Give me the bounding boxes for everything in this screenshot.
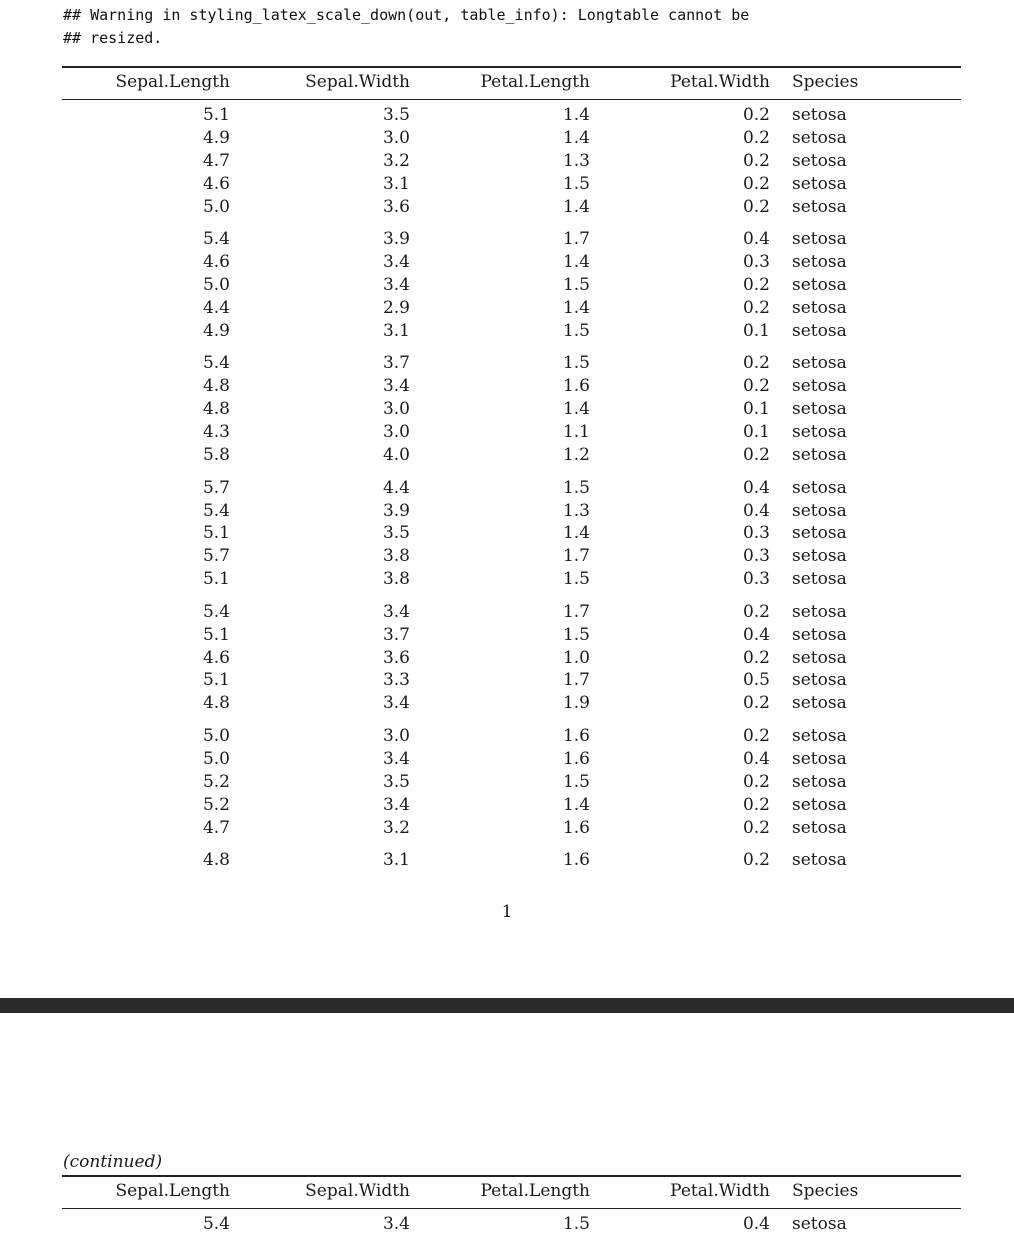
table-row — [0, 375, 1014, 398]
cell-species: setosa — [792, 523, 847, 543]
cell-sepal-length: 4.9 — [202, 128, 230, 148]
cell-species: setosa — [792, 478, 847, 498]
table-row — [0, 251, 1014, 274]
table-row — [0, 274, 1014, 297]
table-row — [0, 352, 1014, 375]
cell-sepal-width: 3.4 — [382, 1214, 410, 1234]
cell-petal-length: 1.4 — [562, 795, 590, 815]
cell-sepal-length: 5.4 — [202, 229, 230, 249]
warning-message — [63, 4, 749, 50]
cell-petal-width: 0.2 — [742, 151, 770, 171]
cell-sepal-width: 4.4 — [382, 478, 410, 498]
cell-sepal-width: 3.1 — [382, 174, 410, 194]
cell-sepal-length: 5.4 — [202, 602, 230, 622]
cell-petal-width: 0.4 — [742, 1214, 770, 1234]
cell-species: setosa — [792, 648, 847, 668]
continued-table-header-rule — [62, 1208, 961, 1209]
cell-species: setosa — [792, 726, 847, 746]
table-row — [0, 692, 1014, 715]
table-row — [0, 477, 1014, 500]
cell-sepal-length: 5.7 — [202, 546, 230, 566]
cell-petal-width: 0.3 — [742, 523, 770, 543]
cell-petal-width: 0.2 — [742, 772, 770, 792]
cell-sepal-width: 3.7 — [382, 353, 410, 373]
cell-petal-length: 1.6 — [562, 749, 590, 769]
cell-petal-length: 1.5 — [562, 478, 590, 498]
cell-sepal-length: 4.8 — [202, 376, 230, 396]
cell-sepal-width: 3.0 — [382, 422, 410, 442]
cell-petal-width: 0.2 — [742, 693, 770, 713]
cell-sepal-length: 4.8 — [202, 693, 230, 713]
table-header-row — [0, 71, 1014, 94]
header-petal-width: Petal.Width — [670, 72, 770, 92]
warning-line: ## resized. — [63, 29, 163, 47]
cell-petal-length: 1.9 — [562, 693, 590, 713]
cell-sepal-width: 3.7 — [382, 625, 410, 645]
cell-sepal-length: 4.3 — [202, 422, 230, 442]
cell-species: setosa — [792, 422, 847, 442]
cell-species: setosa — [792, 818, 847, 838]
cell-sepal-length: 5.1 — [202, 625, 230, 645]
header-sepal-width: Sepal.Width — [305, 1181, 410, 1201]
cell-petal-width: 0.2 — [742, 128, 770, 148]
cell-sepal-length: 4.7 — [202, 151, 230, 171]
cell-sepal-length: 5.4 — [202, 353, 230, 373]
cell-petal-width: 0.4 — [742, 749, 770, 769]
cell-species: setosa — [792, 670, 847, 690]
cell-petal-length: 1.7 — [562, 229, 590, 249]
header-sepal-length: Sepal.Length — [115, 1181, 230, 1201]
cell-sepal-width: 3.6 — [382, 648, 410, 668]
cell-species: setosa — [792, 1214, 847, 1234]
cell-petal-length: 1.5 — [562, 275, 590, 295]
cell-petal-width: 0.3 — [742, 569, 770, 589]
cell-petal-length: 1.7 — [562, 546, 590, 566]
cell-species: setosa — [792, 197, 847, 217]
cell-petal-length: 1.5 — [562, 321, 590, 341]
cell-petal-width: 0.4 — [742, 625, 770, 645]
cell-petal-length: 1.3 — [562, 501, 590, 521]
cell-sepal-width: 3.4 — [382, 275, 410, 295]
cell-species: setosa — [792, 749, 847, 769]
cell-sepal-length: 5.4 — [202, 1214, 230, 1234]
table-row — [0, 794, 1014, 817]
cell-sepal-width: 3.9 — [382, 501, 410, 521]
cell-sepal-length: 5.0 — [202, 726, 230, 746]
cell-petal-width: 0.2 — [742, 174, 770, 194]
cell-species: setosa — [792, 376, 847, 396]
cell-species: setosa — [792, 602, 847, 622]
cell-petal-width: 0.2 — [742, 105, 770, 125]
cell-sepal-length: 5.1 — [202, 523, 230, 543]
cell-species: setosa — [792, 252, 847, 272]
cell-sepal-length: 4.8 — [202, 850, 230, 870]
cell-petal-width: 0.2 — [742, 648, 770, 668]
header-petal-length: Petal.Length — [480, 1181, 590, 1201]
table-row — [0, 817, 1014, 840]
table-row — [0, 601, 1014, 624]
page-number: 1 — [501, 902, 513, 922]
cell-petal-width: 0.1 — [742, 399, 770, 419]
cell-species: setosa — [792, 546, 847, 566]
continued-table-header-row — [0, 1180, 1014, 1203]
cell-sepal-width: 3.0 — [382, 128, 410, 148]
header-species: Species — [792, 1181, 859, 1201]
cell-petal-length: 1.4 — [562, 197, 590, 217]
cell-species: setosa — [792, 128, 847, 148]
cell-sepal-length: 5.8 — [202, 445, 230, 465]
table-row — [0, 771, 1014, 794]
warning-line: ## Warning in styling_latex_scale_down(out, table_info): Longtable cannot be — [63, 6, 750, 24]
cell-petal-width: 0.2 — [742, 445, 770, 465]
cell-petal-width: 0.2 — [742, 795, 770, 815]
cell-species: setosa — [792, 501, 847, 521]
cell-species: setosa — [792, 151, 847, 171]
cell-species: setosa — [792, 105, 847, 125]
cell-sepal-length: 4.6 — [202, 252, 230, 272]
cell-petal-length: 1.7 — [562, 602, 590, 622]
cell-sepal-width: 3.5 — [382, 523, 410, 543]
table-top-rule — [62, 66, 961, 68]
table-row — [0, 228, 1014, 251]
cell-species: setosa — [792, 625, 847, 645]
cell-sepal-width: 4.0 — [382, 445, 410, 465]
cell-sepal-width: 3.8 — [382, 546, 410, 566]
cell-sepal-width: 3.4 — [382, 376, 410, 396]
cell-sepal-width: 3.8 — [382, 569, 410, 589]
cell-petal-width: 0.1 — [742, 321, 770, 341]
cell-petal-length: 1.4 — [562, 128, 590, 148]
cell-petal-length: 1.4 — [562, 252, 590, 272]
cell-species: setosa — [792, 445, 847, 465]
table-row — [0, 127, 1014, 150]
table-row — [0, 173, 1014, 196]
cell-petal-width: 0.4 — [742, 478, 770, 498]
cell-sepal-length: 4.7 — [202, 818, 230, 838]
cell-petal-width: 0.2 — [742, 726, 770, 746]
table-row — [0, 421, 1014, 444]
table-row — [0, 647, 1014, 670]
cell-species: setosa — [792, 321, 847, 341]
cell-sepal-width: 3.3 — [382, 670, 410, 690]
cell-petal-length: 1.6 — [562, 376, 590, 396]
table-row — [0, 104, 1014, 127]
cell-sepal-width: 3.4 — [382, 795, 410, 815]
table-row — [0, 522, 1014, 545]
cell-species: setosa — [792, 275, 847, 295]
table-row — [0, 444, 1014, 467]
table-row — [0, 196, 1014, 219]
header-petal-width: Petal.Width — [670, 1181, 770, 1201]
header-petal-length: Petal.Length — [480, 72, 590, 92]
cell-sepal-width: 3.0 — [382, 399, 410, 419]
table-row — [0, 320, 1014, 343]
cell-species: setosa — [792, 399, 847, 419]
cell-sepal-length: 4.4 — [202, 298, 230, 318]
cell-sepal-width: 3.1 — [382, 321, 410, 341]
cell-sepal-width: 3.4 — [382, 749, 410, 769]
cell-species: setosa — [792, 353, 847, 373]
cell-petal-length: 1.5 — [562, 174, 590, 194]
cell-sepal-width: 3.5 — [382, 105, 410, 125]
cell-petal-width: 0.2 — [742, 850, 770, 870]
cell-sepal-width: 3.4 — [382, 693, 410, 713]
cell-sepal-length: 5.1 — [202, 670, 230, 690]
header-species: Species — [792, 72, 859, 92]
table-row — [0, 398, 1014, 421]
cell-sepal-width: 3.4 — [382, 602, 410, 622]
cell-petal-length: 1.2 — [562, 445, 590, 465]
cell-sepal-length: 5.1 — [202, 105, 230, 125]
table-row — [0, 849, 1014, 872]
cell-petal-width: 0.2 — [742, 275, 770, 295]
header-sepal-length: Sepal.Length — [115, 72, 230, 92]
table-row — [0, 624, 1014, 647]
cell-sepal-length: 4.6 — [202, 174, 230, 194]
cell-petal-width: 0.5 — [742, 670, 770, 690]
cell-petal-width: 0.4 — [742, 229, 770, 249]
cell-sepal-width: 3.2 — [382, 818, 410, 838]
cell-sepal-length: 4.9 — [202, 321, 230, 341]
cell-petal-length: 1.5 — [562, 569, 590, 589]
cell-petal-length: 1.4 — [562, 399, 590, 419]
cell-sepal-width: 3.5 — [382, 772, 410, 792]
cell-species: setosa — [792, 569, 847, 589]
cell-petal-length: 1.1 — [562, 422, 590, 442]
table-row — [0, 150, 1014, 173]
table-row — [0, 1213, 1014, 1236]
cell-petal-width: 0.2 — [742, 353, 770, 373]
cell-petal-width: 0.2 — [742, 298, 770, 318]
cell-petal-length: 1.4 — [562, 298, 590, 318]
cell-sepal-length: 4.8 — [202, 399, 230, 419]
cell-petal-length: 1.5 — [562, 772, 590, 792]
cell-sepal-length: 5.2 — [202, 795, 230, 815]
table-row — [0, 500, 1014, 523]
continued-table-top-rule — [62, 1175, 961, 1177]
cell-species: setosa — [792, 795, 847, 815]
cell-petal-length: 1.3 — [562, 151, 590, 171]
page-separator — [0, 998, 1014, 1013]
cell-sepal-width: 3.9 — [382, 229, 410, 249]
cell-species: setosa — [792, 174, 847, 194]
cell-petal-length: 1.5 — [562, 1214, 590, 1234]
cell-sepal-width: 3.0 — [382, 726, 410, 746]
cell-sepal-length: 5.1 — [202, 569, 230, 589]
cell-sepal-width: 3.6 — [382, 197, 410, 217]
header-sepal-width: Sepal.Width — [305, 72, 410, 92]
cell-petal-length: 1.6 — [562, 726, 590, 746]
cell-petal-length: 1.6 — [562, 818, 590, 838]
table-row — [0, 669, 1014, 692]
table-row — [0, 545, 1014, 568]
cell-petal-width: 0.1 — [742, 422, 770, 442]
cell-sepal-length: 5.7 — [202, 478, 230, 498]
cell-petal-length: 1.6 — [562, 850, 590, 870]
cell-petal-width: 0.2 — [742, 602, 770, 622]
table-row — [0, 568, 1014, 591]
cell-species: setosa — [792, 772, 847, 792]
cell-petal-width: 0.2 — [742, 376, 770, 396]
cell-sepal-length: 5.4 — [202, 501, 230, 521]
cell-petal-length: 1.4 — [562, 105, 590, 125]
cell-sepal-width: 3.4 — [382, 252, 410, 272]
cell-sepal-width: 3.2 — [382, 151, 410, 171]
cell-petal-length: 1.5 — [562, 353, 590, 373]
cell-sepal-length: 5.0 — [202, 275, 230, 295]
continued-label: (continued) — [63, 1152, 163, 1172]
cell-sepal-length: 5.2 — [202, 772, 230, 792]
cell-petal-width: 0.2 — [742, 197, 770, 217]
cell-petal-length: 1.0 — [562, 648, 590, 668]
cell-petal-width: 0.3 — [742, 252, 770, 272]
cell-species: setosa — [792, 298, 847, 318]
cell-petal-length: 1.5 — [562, 625, 590, 645]
cell-petal-width: 0.3 — [742, 546, 770, 566]
table-row — [0, 297, 1014, 320]
cell-sepal-length: 5.0 — [202, 749, 230, 769]
cell-sepal-length: 4.6 — [202, 648, 230, 668]
cell-petal-width: 0.2 — [742, 818, 770, 838]
cell-petal-length: 1.4 — [562, 523, 590, 543]
cell-sepal-width: 3.1 — [382, 850, 410, 870]
cell-species: setosa — [792, 850, 847, 870]
table-header-rule — [62, 99, 961, 100]
cell-species: setosa — [792, 229, 847, 249]
table-row — [0, 748, 1014, 771]
cell-petal-width: 0.4 — [742, 501, 770, 521]
cell-sepal-length: 5.0 — [202, 197, 230, 217]
table-row — [0, 725, 1014, 748]
cell-petal-length: 1.7 — [562, 670, 590, 690]
cell-species: setosa — [792, 693, 847, 713]
cell-sepal-width: 2.9 — [382, 298, 410, 318]
